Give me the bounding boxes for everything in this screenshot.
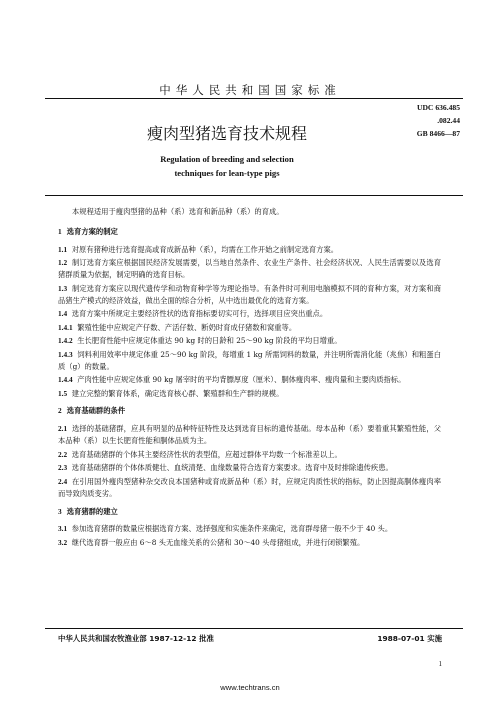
section-heading-2: 2 选育基础群的条件 (58, 406, 126, 416)
clause-1-4-3: 1.4.3 饲料利用效率中规定体重 25～90 kg 阶段，每增重 1 kg 所需饲料的数量，并注明所需消化能（兆焦）和粗蛋白质（g）的数量。 (58, 349, 441, 371)
footer-rule (45, 628, 463, 629)
clause-2-3: 2.3 选育基础猪群的个体体质健壮、血统清楚、血缘数量符合选育方案要求。选育中及时排除遗传疾患。 (58, 463, 393, 473)
section-heading-3: 3 选育猪群的建立 (58, 506, 118, 516)
document-title-english (0, 152, 454, 180)
header-rule (45, 98, 463, 99)
clause-1-1: 1.1 对原有猪种进行选育提高或育成新品种（系），均需在工作开始之前制定选育方案。 (58, 244, 339, 254)
document-body (58, 206, 441, 550)
title-en-line2: techniques for lean-type pigs (174, 168, 280, 178)
clause-1-4: 1.4 选育方案中所规定主要经济性状的选育指标要切实可行，选择项目应突出重点。 (58, 309, 328, 319)
clause-1-4-4: 1.4.4 产肉性能中应规定体重 90 kg 屠宰时的平均背膘厚度（厘米）、胴体瘦肉率、瘦肉量和主要肉质指标。 (58, 375, 406, 385)
clause-1-4-2: 1.4.2 生长肥育性能中应规定体重达 90 kg 时的日龄和 25～90 kg 阶段的平均日增重。 (58, 336, 342, 346)
udc-code: UDC 636.485 (416, 103, 460, 112)
clause-1-5: 1.5 建立完整的繁育体系，确定选育核心群、繁殖群和生产群的规模。 (58, 388, 284, 398)
title-rule (45, 195, 463, 196)
section-heading-1: 1 选育方案的制定 (58, 226, 118, 236)
clause-3-1: 3.1 参加选育猪群的数量应根据选育方案、选择强度和实施条件来确定，选育群母猪一般不少于 40 头。 (58, 524, 393, 534)
intro-paragraph: 本规程适用于瘦肉型猪的品种（系）选育和新品种（系）的育成。 (72, 207, 284, 216)
watermark-url: www.techtrans.cn (220, 683, 280, 692)
clause-1-3: 1.3 制定选育方案应以现代遗传学和动物育种学等为理论指导。有条件时可利用电脑模拟不同的育种方案，对方案和商品猪生产模式的经济效益，做出全面的综合分析，从中选出最优化的选育方案。 (58, 283, 441, 305)
clause-1-2: 1.2 制订选育方案应根据国民经济发展需要，以当地自然条件、农业生产条件、社会经济状况、人民生活需要以及选育猪群质量为依据，制定明确的选育目标。 (58, 258, 441, 280)
effective-date: 1988-07-01 实施 (377, 634, 442, 643)
approval-info: 中华人民共和国农牧渔业部 1987-12-12 批准 (58, 634, 214, 643)
clause-1-4-1: 1.4.1 繁殖性能中应规定产仔数、产活仔数、断奶时育成仔猪数和窝重等。 (58, 322, 297, 332)
document-title: 瘦肉型猪选育技术规程 (146, 124, 307, 143)
page-number: 1 (438, 660, 442, 668)
udc-code-sub: .082.44 (437, 116, 460, 125)
standard-header: 中华人民共和国国家标准 (159, 83, 341, 97)
gb-number: GB 8466—87 (416, 129, 460, 138)
clause-2-1: 2.1 选择的基础猪群，应具有明显的品种特征特性及达到选育目标的遗传基础。母本品种（系）要着重其繁殖性能，父本品种（系）以生长肥育性能和胴体品质为主。 (58, 424, 441, 446)
footer (58, 633, 442, 644)
clause-2-4: 2.4 在引用国外瘦肉型猪种杂交改良本国猪种或育成新品种（系）时，应规定肉质性状的指标，防止因提高胴体瘦肉率而导致肉质变劣。 (58, 476, 441, 498)
clause-3-2: 3.2 继代选育群一般应由 6～8 头无血缘关系的公猪和 30～40 头母猪组成，并进行闭锁繁殖。 (58, 537, 365, 547)
clause-2-2: 2.2 选育基础猪群的个体其主要经济性状的表型值，应超过群体平均数一个标准差以上。 (58, 449, 342, 459)
title-en-line1: Regulation of breeding and selection (160, 154, 294, 164)
